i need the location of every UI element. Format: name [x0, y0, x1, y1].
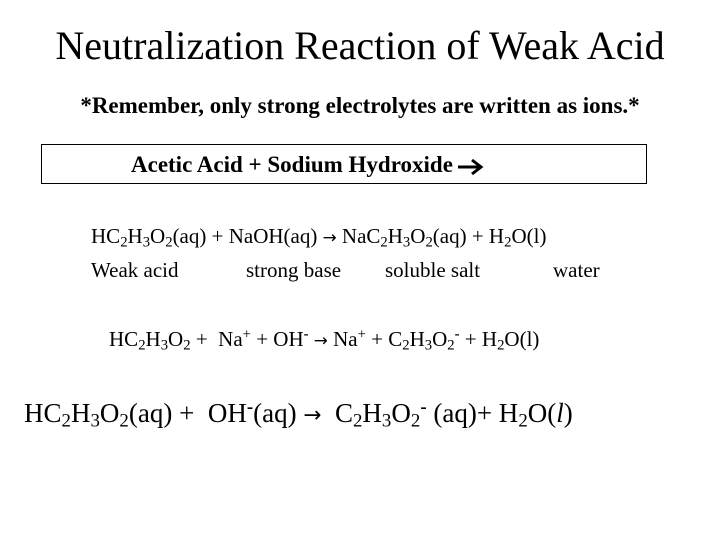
label-weak-acid: Weak acid	[91, 258, 179, 282]
reminder-note: *Remember, only strong electrolytes are written as ions.*	[80, 93, 640, 118]
label-soluble-salt: soluble salt	[385, 258, 481, 282]
ionic-equation: $HC_2H_3O_2 + Na^+ + OH^- \to Na^+ + C_2H_3O_2^- + H_2O(l)$	[109, 326, 540, 354]
reactants-label	[131, 151, 487, 179]
label-water: water	[553, 258, 600, 282]
reaction-arrow-icon: →	[322, 227, 337, 247]
reaction-arrow-icon: →	[303, 403, 322, 428]
right-arrow-icon	[457, 158, 487, 176]
reactants-text: Acetic Acid + Sodium Hydroxide	[131, 152, 453, 177]
molecular-equation: $HC_2H_3O_2(aq)$ + NaOH(aq) → $NaC_2H_3O_2(aq) + H_2O(l)$	[91, 224, 547, 251]
slide-title: Neutralization Reaction of Weak Acid	[55, 23, 665, 68]
net-ionic-equation: $HC_2H_3O_2(aq) + OH^-(aq) \to C_2H_3O_2^-$ $(aq)+ H_2O(l)$	[24, 396, 573, 432]
label-strong-base: strong base	[246, 258, 342, 282]
reaction-arrow-icon: →	[313, 330, 328, 350]
